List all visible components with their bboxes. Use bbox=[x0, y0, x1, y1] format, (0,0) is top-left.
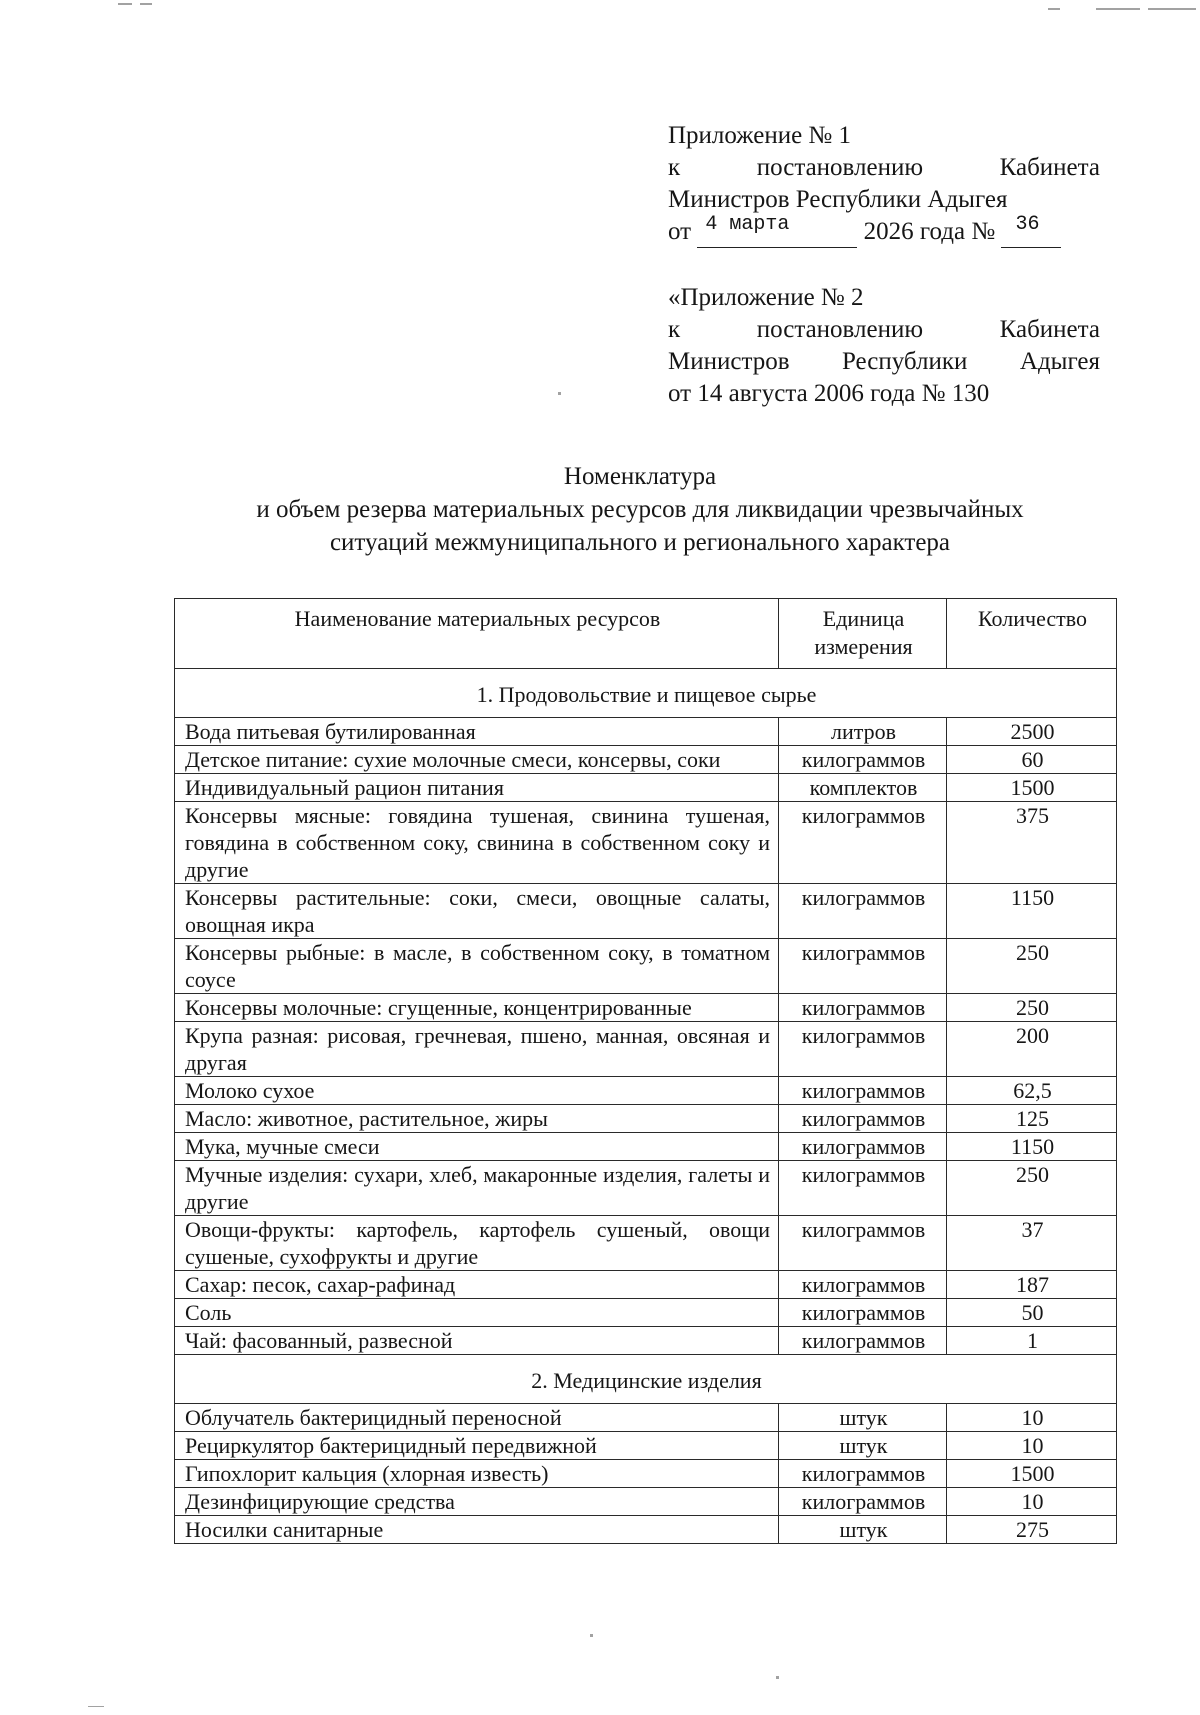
table-row bbox=[175, 1133, 1117, 1161]
resource-qty: 200 bbox=[947, 1022, 1117, 1077]
resource-qty: 62,5 bbox=[947, 1077, 1117, 1105]
resource-name: Консервы растительные: соки, смеси, овощные салаты, овощная икра bbox=[175, 884, 779, 939]
document-title bbox=[180, 460, 1100, 559]
appendix-2-decree-line bbox=[668, 314, 1100, 346]
resource-qty: 10 bbox=[947, 1488, 1117, 1516]
resource-qty: 187 bbox=[947, 1271, 1117, 1299]
title-line-3: ситуаций межмуниципального и регионального характера bbox=[329, 529, 951, 556]
resource-unit: штук bbox=[779, 1432, 947, 1460]
table-row bbox=[175, 1161, 1117, 1216]
resource-unit: килограммов bbox=[779, 1271, 947, 1299]
table-row bbox=[175, 1327, 1117, 1355]
resource-name: Индивидуальный рацион питания bbox=[175, 774, 779, 802]
resource-qty: 250 bbox=[947, 994, 1117, 1022]
resource-unit: килограммов bbox=[779, 746, 947, 774]
scan-mark bbox=[118, 3, 132, 5]
scan-mark bbox=[590, 1634, 593, 1637]
decree-word: постановлению bbox=[756, 154, 924, 181]
resource-unit: литров bbox=[779, 718, 947, 746]
appendix-1-title: Приложение № 1 bbox=[668, 122, 852, 149]
table-row bbox=[175, 1299, 1117, 1327]
resource-unit: килограммов bbox=[779, 1133, 947, 1161]
resource-qty: 60 bbox=[947, 746, 1117, 774]
table-row bbox=[175, 1022, 1117, 1077]
resource-unit: килограммов bbox=[779, 1488, 947, 1516]
republic-word: Республики bbox=[841, 348, 968, 375]
year-text: 2026 года № bbox=[863, 218, 996, 245]
table-row bbox=[175, 994, 1117, 1022]
table-row bbox=[175, 1105, 1117, 1133]
resource-qty: 1500 bbox=[947, 774, 1117, 802]
scan-mark bbox=[776, 1676, 779, 1679]
appendix-2-date-line: от 14 августа 2006 года № 130 bbox=[668, 380, 990, 407]
cabinet-word: Кабинета bbox=[999, 154, 1100, 181]
header-unit: Единица измерения bbox=[779, 599, 947, 669]
section-row bbox=[175, 1355, 1117, 1404]
table-row bbox=[175, 1432, 1117, 1460]
resource-qty: 250 bbox=[947, 1161, 1117, 1216]
resource-name: Чай: фасованный, развесной bbox=[175, 1327, 779, 1355]
resource-unit: килограммов bbox=[779, 1105, 947, 1133]
date-fill-line bbox=[697, 213, 857, 248]
nomenclature-table bbox=[174, 598, 1117, 1544]
resource-unit: килограммов bbox=[779, 1161, 947, 1216]
resource-unit: штук bbox=[779, 1516, 947, 1544]
table-row bbox=[175, 1404, 1117, 1432]
adygea-word: Адыгея bbox=[1019, 348, 1100, 375]
resource-name: Носилки санитарные bbox=[175, 1516, 779, 1544]
resource-unit: килограммов bbox=[779, 884, 947, 939]
resource-unit: килограммов bbox=[779, 802, 947, 884]
table-row bbox=[175, 718, 1117, 746]
scan-mark bbox=[558, 392, 561, 395]
resource-name: Молоко сухое bbox=[175, 1077, 779, 1105]
appendix-1-ministers-line: Министров Республики Адыгея bbox=[668, 186, 1008, 213]
resource-name: Консервы рыбные: в масле, в собственном соку, в томатном соусе bbox=[175, 939, 779, 994]
table-row bbox=[175, 1460, 1117, 1488]
resource-qty: 50 bbox=[947, 1299, 1117, 1327]
resource-name: Консервы молочные: сгущенные, концентрированные bbox=[175, 994, 779, 1022]
title-line-1: Номенклатура bbox=[563, 463, 717, 490]
resource-name: Детское питание: сухие молочные смеси, консервы, соки bbox=[175, 746, 779, 774]
resource-qty: 125 bbox=[947, 1105, 1117, 1133]
appendix-1-block bbox=[668, 120, 1100, 248]
resource-name: Сахар: песок, сахар-рафинад bbox=[175, 1271, 779, 1299]
resource-name: Облучатель бактерицидный переносной bbox=[175, 1404, 779, 1432]
table-row bbox=[175, 1488, 1117, 1516]
resource-qty: 2500 bbox=[947, 718, 1117, 746]
to-word: к bbox=[668, 316, 681, 343]
appendix-2-block bbox=[668, 282, 1100, 410]
table-header-row bbox=[175, 599, 1117, 669]
resource-name: Консервы мясные: говядина тушеная, свинина тушеная, говядина в собственном соку, свинина в собственном соку и другие bbox=[175, 802, 779, 884]
resource-name: Рециркулятор бактерицидный передвижной bbox=[175, 1432, 779, 1460]
table-row bbox=[175, 1516, 1117, 1544]
from-word: от bbox=[668, 218, 692, 245]
resource-qty: 275 bbox=[947, 1516, 1117, 1544]
table-row bbox=[175, 1077, 1117, 1105]
resource-name: Соль bbox=[175, 1299, 779, 1327]
title-line-2: и объем резерва материальных ресурсов для ликвидации чрезвычайных bbox=[256, 496, 1024, 523]
header-qty: Количество bbox=[947, 599, 1117, 669]
resource-unit: килограммов bbox=[779, 1460, 947, 1488]
resource-unit: штук bbox=[779, 1404, 947, 1432]
scan-mark bbox=[1148, 8, 1196, 10]
cabinet-word: Кабинета bbox=[999, 316, 1100, 343]
ministers-word: Министров bbox=[668, 348, 790, 375]
number-fill-line bbox=[1001, 213, 1061, 248]
table-row bbox=[175, 884, 1117, 939]
table-row bbox=[175, 746, 1117, 774]
resource-name: Крупа разная: рисовая, гречневая, пшено, манная, овсяная и другая bbox=[175, 1022, 779, 1077]
table-row bbox=[175, 1216, 1117, 1271]
resource-name: Гипохлорит кальция (хлорная известь) bbox=[175, 1460, 779, 1488]
appendix-2-title: «Приложение № 2 bbox=[668, 284, 864, 311]
decree-word: постановлению bbox=[756, 316, 924, 343]
resource-qty: 375 bbox=[947, 802, 1117, 884]
resource-unit: комплектов bbox=[779, 774, 947, 802]
appendix-2-ministers-line bbox=[668, 346, 1100, 378]
scan-mark bbox=[1048, 8, 1060, 10]
resource-qty: 10 bbox=[947, 1432, 1117, 1460]
resource-qty: 1 bbox=[947, 1327, 1117, 1355]
resource-unit: килограммов bbox=[779, 939, 947, 994]
resource-unit: килограммов bbox=[779, 1077, 947, 1105]
resource-unit: килограммов bbox=[779, 994, 947, 1022]
resource-unit: килограммов bbox=[779, 1022, 947, 1077]
to-word: к bbox=[668, 154, 681, 181]
table-row bbox=[175, 802, 1117, 884]
table-row bbox=[175, 774, 1117, 802]
table-row bbox=[175, 1271, 1117, 1299]
resource-qty: 1150 bbox=[947, 1133, 1117, 1161]
scan-mark bbox=[88, 1706, 104, 1707]
section-title: 1. Продовольствие и пищевое сырье bbox=[175, 669, 1117, 718]
section-row bbox=[175, 669, 1117, 718]
resource-qty: 37 bbox=[947, 1216, 1117, 1271]
header-name: Наименование материальных ресурсов bbox=[175, 599, 779, 669]
resource-name: Овощи-фрукты: картофель, картофель сушеный, овощи сушеные, сухофрукты и другие bbox=[175, 1216, 779, 1271]
resource-qty: 1500 bbox=[947, 1460, 1117, 1488]
resource-qty: 250 bbox=[947, 939, 1117, 994]
section-title: 2. Медицинские изделия bbox=[175, 1355, 1117, 1404]
table-row bbox=[175, 939, 1117, 994]
scan-mark bbox=[1096, 8, 1140, 10]
resource-name: Мучные изделия: сухари, хлеб, макаронные изделия, галеты и другие bbox=[175, 1161, 779, 1216]
resource-unit: килограммов bbox=[779, 1299, 947, 1327]
resource-name: Масло: животное, растительное, жиры bbox=[175, 1105, 779, 1133]
resource-qty: 10 bbox=[947, 1404, 1117, 1432]
resource-unit: килограммов bbox=[779, 1216, 947, 1271]
appendix-1-decree-line bbox=[668, 152, 1100, 184]
number-fill: 36 bbox=[1015, 213, 1040, 236]
resource-name: Вода питьевая бутилированная bbox=[175, 718, 779, 746]
date-fill: 4 марта bbox=[705, 213, 790, 236]
appendix-1-date-line bbox=[668, 213, 1100, 248]
resource-qty: 1150 bbox=[947, 884, 1117, 939]
resource-name: Мука, мучные смеси bbox=[175, 1133, 779, 1161]
resource-name: Дезинфицирующие средства bbox=[175, 1488, 779, 1516]
scan-mark bbox=[140, 3, 152, 5]
resource-unit: килограммов bbox=[779, 1327, 947, 1355]
